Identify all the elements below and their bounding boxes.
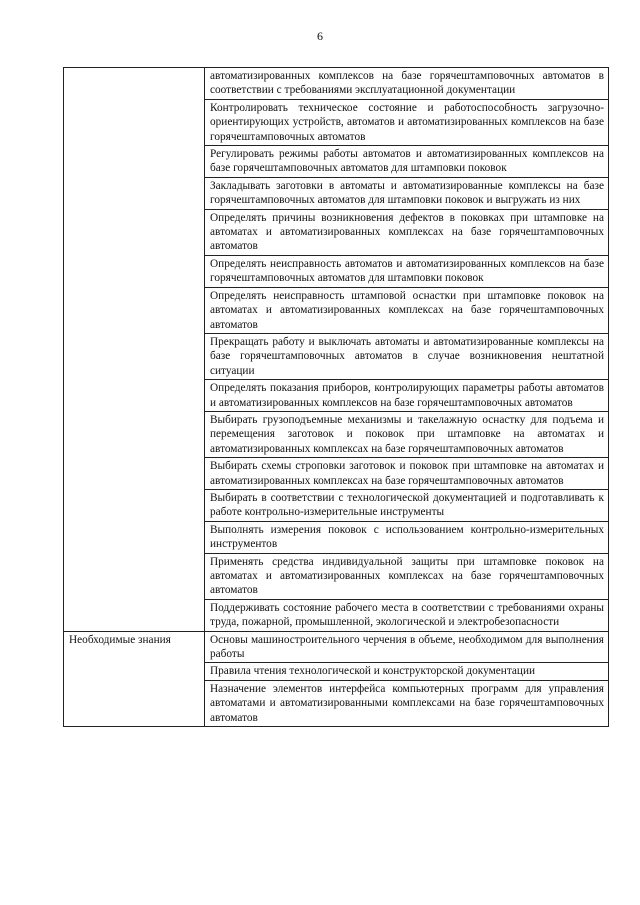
skill-item: Определять показания приборов, контролирующих параметры работы автоматов и автоматизированных комплексов на базе горячештамповочных автоматов <box>205 380 609 412</box>
skill-item: Выбирать в соответствии с технологической документацией и подготавливать к работе контрольно-измерительные инструменты <box>205 489 609 521</box>
skill-item: Выбирать грузоподъемные механизмы и такелажную оснастку для подъема и перемещения заготовок и поковок при штамповке на автоматах и автоматизированных комплексах на базе горячештамповочных автоматов <box>205 411 609 457</box>
knowledge-label-cell <box>64 631 205 726</box>
knowledge-label: Необходимые знания <box>69 633 171 646</box>
skill-item: Определять причины возникновения дефектов в поковках при штамповке на автоматах и автоматизированных комплексах на базе горячештамповочных автоматов <box>205 209 609 255</box>
skill-item: Контролировать техническое состояние и работоспособность загрузочно-ориентирующих устройств, автоматов и автоматизированных комплексов на базе горячештамповочных автоматов <box>205 99 609 145</box>
skills-label-cell <box>64 68 205 632</box>
skill-item: Применять средства индивидуальной защиты при штамповке поковок на автоматах и автоматизированных комплексах на базе горячештамповочных автоматов <box>205 553 609 599</box>
skill-item: Выполнять измерения поковок с использованием контрольно-измерительных инструментов <box>205 521 609 553</box>
page-number: 6 <box>317 29 323 43</box>
skill-item: Регулировать режимы работы автоматов и автоматизированных комплексов на базе горячештамповочных автоматов для штамповки поковок <box>205 146 609 178</box>
table-row <box>64 631 609 663</box>
knowledge-item: Правила чтения технологической и конструкторской документации <box>205 663 609 680</box>
skill-item: Поддерживать состояние рабочего места в соответствии с требованиями охраны труда, пожарной, промышленной, экологической и электробезопасности <box>205 599 609 631</box>
knowledge-item: Основы машиностроительного черчения в объеме, необходимом для выполнения работы <box>205 631 609 663</box>
skill-item: Определять неисправность штамповой оснастки при штамповке поковок на автоматах и автоматизированных комплексах на базе горячештамповочных автоматов <box>205 287 609 333</box>
skill-item: Закладывать заготовки в автоматы и автоматизированные комплексы на базе горячештамповочных автоматов для штамповки поковок и выгружать из них <box>205 177 609 209</box>
skill-item: Выбирать схемы строповки заготовок и поковок при штамповке на автоматах и автоматизированных комплексах на базе горячештамповочных автоматов <box>205 458 609 490</box>
skill-item: автоматизированных комплексов на базе горячештамповочных автоматов в соответствии с требованиями эксплуатационной документации <box>205 68 609 100</box>
skill-item: Прекращать работу и выключать автоматы и автоматизированные комплексы на базе горячештамповочных автоматов в случае возникновения нештатной ситуации <box>205 333 609 379</box>
skill-item: Определять неисправность автоматов и автоматизированных комплексов на базе горячештамповочных автоматов для штамповки поковок <box>205 255 609 287</box>
knowledge-item: Назначение элементов интерфейса компьютерных программ для управления автоматами и автоматизированными комплексами на базе горячештамповочных автоматов <box>205 680 609 726</box>
table-row <box>64 68 609 100</box>
requirements-table <box>63 67 609 727</box>
